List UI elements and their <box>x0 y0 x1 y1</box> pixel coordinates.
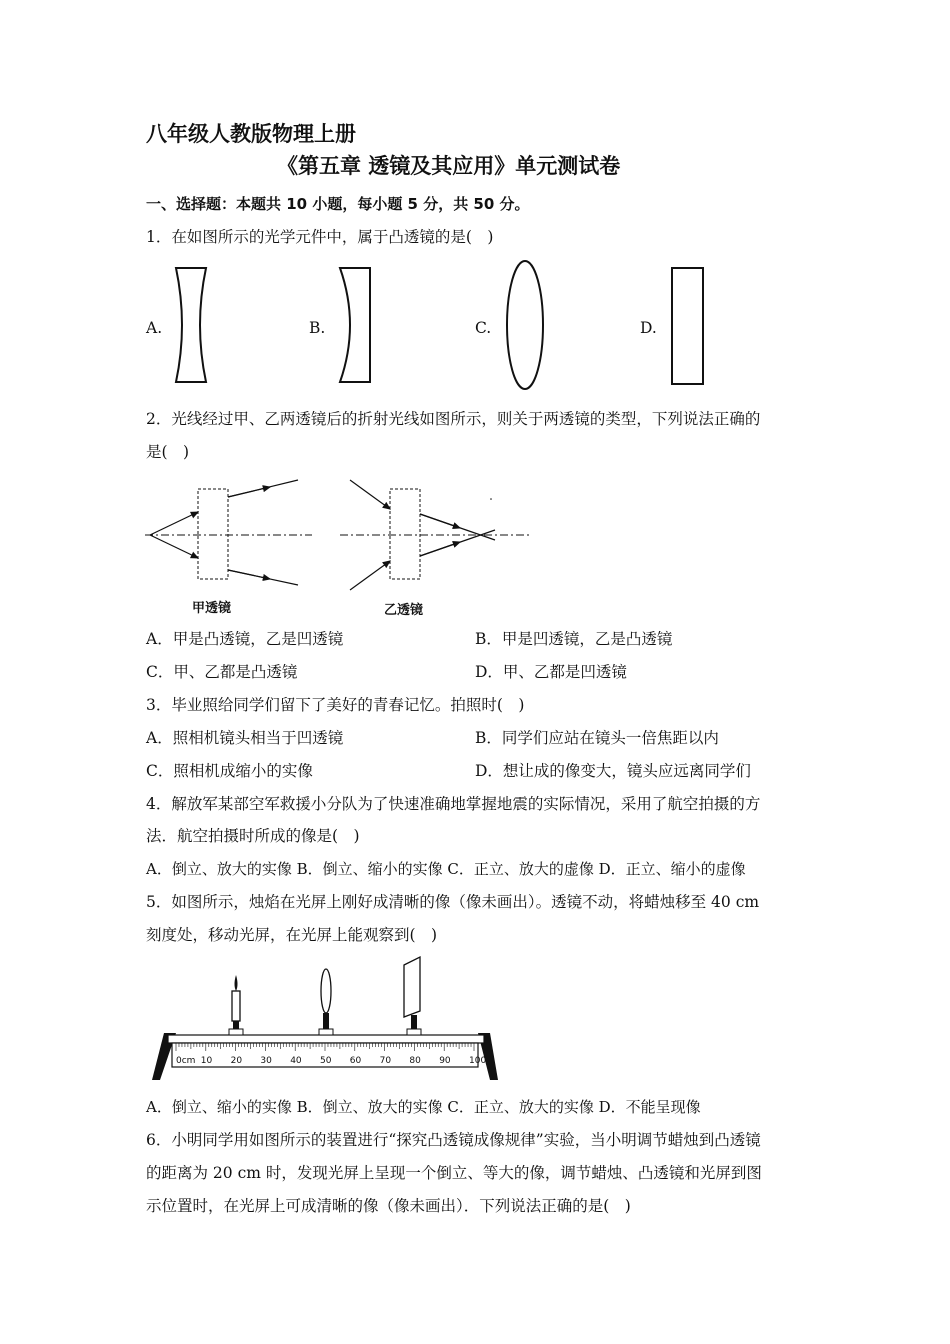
q3-option-c: C．照相机成缩小的实像 <box>146 762 313 780</box>
document-title-line2: 《第五章 透镜及其应用》单元测试卷 <box>277 154 621 178</box>
ruler-label: 40 <box>290 1056 302 1066</box>
ruler-label: 70 <box>379 1056 392 1066</box>
section-heading: 一、选择题：本题共 10 小题，每小题 5 分，共 50 分。 <box>146 195 530 213</box>
q5-stem-line2: 刻度处，移动光屏，在光屏上能观察到( ) <box>146 926 438 944</box>
optical-bench-figure <box>148 955 508 1085</box>
ruler-label: 50 <box>320 1056 332 1066</box>
ruler-label: 100 <box>469 1056 487 1066</box>
glass-slab-figure <box>668 266 708 386</box>
ruler-label: 10 <box>200 1056 213 1066</box>
ruler-label: 0cm <box>176 1056 196 1066</box>
q2-stem-line1: 2．光线经过甲、乙两透镜后的折射光线如图所示，则关于两透镜的类型，下列说法正确的 <box>146 410 761 428</box>
candle <box>229 975 243 1035</box>
q3-stem: 3．毕业照给同学们留下了美好的青春记忆。拍照时( ) <box>146 696 525 714</box>
ruler-label: 80 <box>409 1056 421 1066</box>
q1-option-c-label: C. <box>475 319 492 337</box>
q4-stem-line1: 4．解放军某部空军救援小分队为了快速准确地掌握地震的实际情况，采用了航空拍摄的方 <box>146 795 761 813</box>
q5-options: A．倒立、缩小的实像 B．倒立、放大的实像 C．正立、放大的实像 D．不能呈现像 <box>146 1098 701 1116</box>
q2-figure-label-yi: 乙透镜 <box>384 603 424 618</box>
q2-option-b: B．甲是凹透镜，乙是凸透镜 <box>475 630 673 648</box>
q6-stem-line1: 6．小明同学用如图所示的装置进行“探究凸透镜成像规律”实验，当小明调节蜡烛到凸透镜 <box>146 1131 761 1149</box>
convex-lens <box>319 969 333 1035</box>
q3-option-b: B．同学们应站在镜头一倍焦距以内 <box>475 729 719 747</box>
q2-option-d: D．甲、乙都是凹透镜 <box>475 663 627 681</box>
ruler-label: 90 <box>439 1056 451 1066</box>
ruler-label: 30 <box>260 1056 272 1066</box>
light-screen <box>404 957 421 1035</box>
q6-stem-line2: 的距离为 20 cm 时，发现光屏上呈现一个倒立、等大的像，调节蜡烛、凸透镜和光屏到图 <box>146 1164 762 1182</box>
document-title-line1: 八年级人教版物理上册 <box>146 122 356 146</box>
q1-option-b-label: B. <box>309 319 326 337</box>
bench-rail <box>168 1035 484 1043</box>
q1-option-d-label: D. <box>640 319 657 337</box>
q5-stem-line1: 5．如图所示，烛焰在光屏上刚好成清晰的像（像未画出）。透镜不动，将蜡烛移至 40 cm <box>146 893 760 911</box>
q1-option-a-label: A. <box>146 319 163 337</box>
q6-stem-line3: 示位置时，在光屏上可成清晰的像（像未画出）．下列说法正确的是( ) <box>146 1197 631 1215</box>
q4-stem-line2: 法．航空拍摄时所成的像是( ) <box>146 827 360 845</box>
q3-option-a: A．照相机镜头相当于凹透镜 <box>146 729 344 747</box>
ruler-label: 60 <box>349 1056 362 1066</box>
q2-option-a: A．甲是凸透镜，乙是凹透镜 <box>146 630 344 648</box>
biconvex-lens-figure <box>504 258 548 394</box>
ruler-label: 20 <box>230 1056 243 1066</box>
biconcave-lens-figure <box>170 266 210 386</box>
q2-stem-line2: 是( ) <box>146 443 190 461</box>
q2-option-c: C．甲、乙都是凸透镜 <box>146 663 298 681</box>
q1-stem: 1．在如图所示的光学元件中，属于凸透镜的是( ) <box>146 228 494 246</box>
q3-option-d: D．想让成的像变大，镜头应远离同学们 <box>475 762 751 780</box>
q4-options: A．倒立、放大的实像 B．倒立、缩小的实像 C．正立、放大的虚像 D．正立、缩小的虚像 <box>146 860 746 878</box>
plano-concave-lens-figure <box>334 266 376 386</box>
q2-figure-label-jia: 甲透镜 <box>192 601 232 616</box>
